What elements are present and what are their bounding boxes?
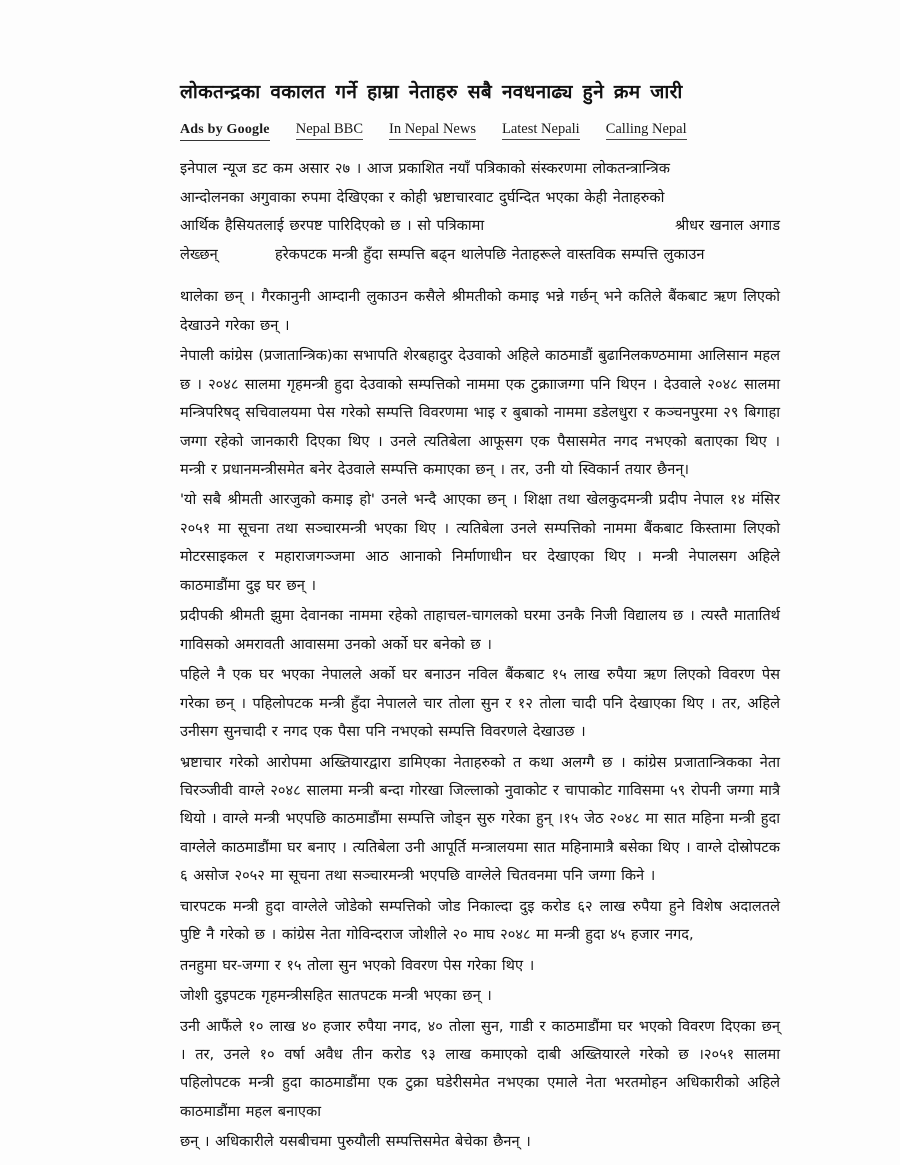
paragraph-1: थालेका छन् । गैरकानुनी आम्दानी लुकाउन कसैले श्रीमतीको कमाइ भन्ने गर्छन् भने कतिले बैंकबाट ऋण लिएको देखाउने गरेका छन् ।	[180, 288, 780, 334]
lead-line-1: इनेपाल न्यूज डट कम असार २७ । आज प्रकाशित नयाँ पत्रिकाको संस्करणमा लोकतन्त्रान्त्रिक	[180, 160, 670, 178]
paragraph-11: छन् । अधिकारीले यसबीचमा पुरुयौली सम्पत्तिसमेत बेचेका छैनन् ।	[180, 1133, 531, 1151]
ad-link-in-nepal-news[interactable]: In Nepal News	[389, 121, 476, 140]
lead-line-4-rest: हरेकपटक मन्त्री हुँदा सम्पत्ति बढ्न थालेपछि नेताहरूले वास्तविक सम्पत्ति लुकाउन	[274, 245, 705, 263]
paragraph-3: 'यो सबै श्रीमती आरजुको कमाइ हो' उनले भन्दै आएका छन् । शिक्षा तथा खेलकुदमन्त्री प्रदीप नेपाल १४ मंसिर २०५१ मा सूचना तथा सञ्चारमन्त्री भएका थिए । त्यतिबेला उनले सम्पत्तिको नाममा बैंकबाट किस्तामा लिएको मोटरसाइकल र महाराजगञ्जमा आठ आनाको निर्माणाधीन घर देखाएका थिए । मन्त्री नेपालसग अहिले काठमाडौंमा दुइ घर छन् ।	[180, 491, 780, 594]
lead-line-4-left: लेख्छन्	[180, 245, 218, 263]
article-content	[180, 78, 780, 1159]
paragraph-4: प्रदीपकी श्रीमती झुमा देवानका नाममा रहेको ताहाचल-चागलको घरमा उनकै निजी विद्यालय छ । त्यस्तै मातातिर्थ गाविसको अमरावती आवासमा उनको अर्को घर बनेको छ ।	[180, 607, 780, 653]
paragraph-2: नेपाली कांग्रेस (प्रजातान्त्रिक)का सभापति शेरबहादुर देउवाको अहिले काठमाडौं बुढानिलकण्ठमामा आलिसान महल छ । २०४८ सालमा गृहमन्त्री हुदा देउवाको सम्पत्तिको नाममा एक टुक्रााजग्गा पनि थिएन । देउवाले २०४८ सालमा मन्त्रिपरिषद् सचिवालयमा पेस गरेको सम्पत्ति विवरणमा भाइ र बुबाको नाममा डडेलधुरा र कञ्चनपुरमा २९ बिगाहा जग्गा रहेको जानकारी दिएका थिए । उनले त्यतिबेला आफूसग एक पैसासमेत नगद नभएको बताएका थिए । मन्त्री र प्रधानमन्त्रीसमेत बनेर देउवाले सम्पत्ति कमाएका छन् । तर, उनी यो स्विकार्न तयार छैनन्।	[180, 347, 780, 478]
paragraph-5: पहिले नै एक घर भएका नेपालले अर्को घर बनाउन नविल बैंकबाट १५ लाख रुपैया ऋण लिएको विवरण पेस गरेका छन् । पहिलोपटक मन्त्री हुँदा नेपालले चार तोला सुन र १२ तोला चादी पनि देखाएका थिए । तर, अहिले उनीसग सुनचादी र नगद एक पैसा पनि नभएको सम्पत्ति विवरणले देखाउछ ।	[180, 666, 780, 741]
lead-line-4	[180, 241, 780, 269]
ad-link-latest-nepali[interactable]: Latest Nepali	[502, 121, 580, 140]
lead-line-3	[180, 212, 780, 240]
article-body	[180, 283, 780, 1157]
lead-line-2: आन्दोलनका अगुवाका रुपमा देखिएका र कोही भ्रष्टाचारवाट दुर्घन्दित भएका केही नेताहरुको	[180, 188, 665, 206]
paragraph-6: भ्रष्टाचार गरेको आरोपमा अख्तियारद्वारा डामिएका नेताहरुको त कथा अलग्गै छ । कांग्रेस प्रजातान्त्रिकका नेता चिरञ्जीवी वाग्ले २०४८ सालमा मन्त्री बन्दा गोरखा जिल्लाको नुवाकोट र चापाकोट गाविसमा ५९ रोपनी जग्गा मात्रै थियो । वाग्ले मन्त्री भएपछि काठमाडौंमा सम्पत्ति जोड्न सुरु गरेका हुन् ।१५ जेठ २०४८ मा सात महिना मन्त्री हुदा वाग्लेले काठमाडौंमा घर बनाए । त्यतिबेला उनी आपूर्ति मन्त्रालयमा सात महिनामात्रै बसेका थिए । वाग्ले दोस्रोपटक ६ असोज २०५२ मा सूचना तथा सञ्चारमन्त्री भएपछि वाग्लेले चितवनमा पनि जग्गा किने ।	[180, 753, 780, 885]
paragraph-8: तनहुमा घर-जग्गा र १५ तोला सुन भएको विवरण पेस गरेका थिए ।	[180, 956, 535, 974]
byline: श्रीधर खनाल अगाड	[675, 217, 780, 235]
page-title: लोकतन्द्रका वकालत गर्ने हाम्रा नेताहरु सबै नवधनाढ्य हुने क्रम जारी	[180, 81, 683, 103]
ads-by-google-label: Ads by Google	[180, 122, 270, 141]
paragraph-7: चारपटक मन्त्री हुदा वाग्लेले जोडेको सम्पत्तिको जोड निकाल्दा दुइ करोड ६२ लाख रुपैया हुने विशेष अदालतले पुष्टि नै गरेको छ । कांग्रेस नेता गोविन्दराज जोशीले २० माघ २०४८ मा मन्त्री हुदा ४५ हजार नगद,	[180, 897, 780, 944]
ad-link-calling-nepal[interactable]: Calling Nepal	[606, 121, 687, 140]
ad-link-nepal-bbc[interactable]: Nepal BBC	[296, 121, 363, 140]
article-lead	[180, 155, 780, 269]
lead-line-3-text: आर्थिक हैसियतलाई छरपष्ट पारिदिएको छ । सो पत्रिकामा	[180, 217, 485, 235]
paragraph-9: जोशी दुइपटक गृहमन्त्रीसहित सातपटक मन्त्री भएका छन् ।	[180, 987, 492, 1005]
paragraph-10: उनी आफैंले १० लाख ४० हजार रुपैया नगद, ४० तोला सुन, गाडी र काठमाडौंमा घर भएको विवरण दिएका छन् । तर, उनले १० वर्षा अवैध तीन करोड ९३ लाख कमाएको दाबी अख्तियारले गरेको छ ।२०५१ सालमा पहिलोपटक मन्त्री हुदा काठमाडौंमा एक टुक्रा घडेरीसमेत नभएका एमाले नेता भरतमोहन अधिकारीको अहिले काठमाडौंमा महल बनाएका	[180, 1017, 780, 1120]
ads-bar	[180, 121, 780, 141]
